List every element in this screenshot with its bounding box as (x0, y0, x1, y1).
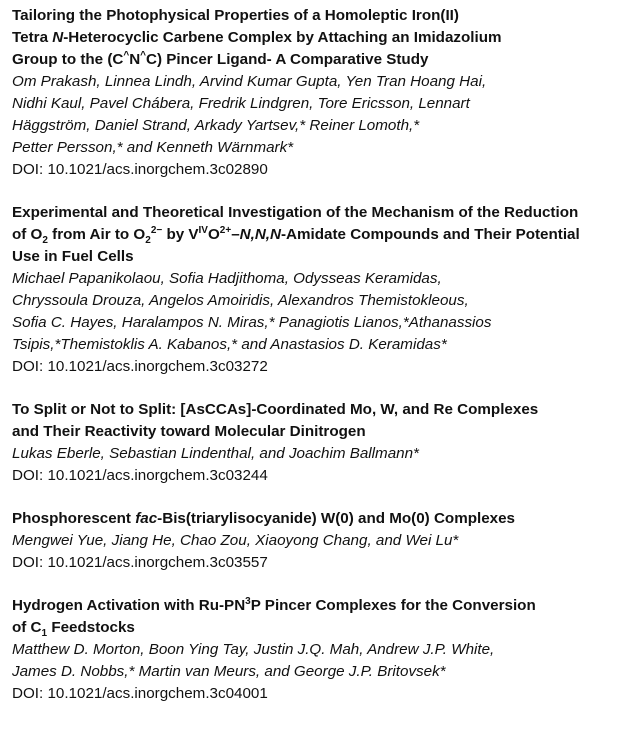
title-text: -Heterocyclic Carbene Complex by Attaching an Imidazolium (63, 29, 502, 46)
article-title-line (12, 595, 622, 617)
article-doi[interactable]: DOI: 10.1021/acs.inorgchem.3c03244 (12, 467, 268, 484)
article-doi[interactable]: DOI: 10.1021/acs.inorgchem.3c03272 (12, 358, 268, 375)
title-text: 3 (245, 595, 251, 607)
article-doi[interactable]: DOI: 10.1021/acs.inorgchem.3c02890 (12, 161, 268, 178)
article-authors-line: Nidhi Kaul, Pavel Chábera, Fredrik Lindgren, Tore Ericsson, Lennart (12, 95, 470, 112)
article-authors-line: Sofia C. Hayes, Haralampos N. Miras,* Panagiotis Lianos,*Athanassios (12, 314, 492, 331)
title-text: Hydrogen Activation with Ru-PN (12, 597, 246, 614)
article-authors-line: Michael Papanikolaou, Sofia Hadjithoma, Odysseas Keramidas, (12, 270, 442, 287)
title-text: N (129, 51, 141, 68)
article-authors-line: Om Prakash, Linnea Lindh, Arvind Kumar Gupta, Yen Tran Hoang Hai, (12, 73, 487, 90)
article-title-line (12, 508, 622, 530)
title-text: 2 (145, 235, 151, 247)
article-authors-line: Tsipis,*Themistoklis A. Kabanos,* and Anastasios D. Keramidas* (12, 336, 447, 353)
article-authors-line: Matthew D. Morton, Boon Ying Tay, Justin J.Q. Mah, Andrew J.P. White, (12, 641, 495, 658)
title-text: ^ (140, 49, 147, 61)
article-authors-line: Mengwei Yue, Jiang He, Chao Zou, Xiaoyong Chang, and Wei Lu* (12, 532, 459, 549)
article-title-line: Experimental and Theoretical Investigation of the Mechanism of the Reduction (12, 204, 579, 221)
title-text: -Bis(triarylisocyanide) W(0) and Mo(0) Complexes (157, 510, 515, 527)
title-text: C) Pincer Ligand- A Comparative Study (146, 51, 429, 68)
title-text: of O (12, 226, 43, 243)
title-text: – (231, 226, 240, 243)
article-doi[interactable]: DOI: 10.1021/acs.inorgchem.3c04001 (12, 685, 268, 702)
title-text: P Pincer Complexes for the Conversion (250, 597, 536, 614)
article-title-line (12, 49, 622, 71)
article-authors-line: Petter Persson,* and Kenneth Wärnmark* (12, 139, 294, 156)
article-authors-line: Chryssoula Drouza, Angelos Amoiridis, Alexandros Themistokleous, (12, 292, 469, 309)
article-title-line: Tailoring the Photophysical Properties of a Homoleptic Iron(II) (12, 7, 459, 24)
title-text: -Amidate Compounds and Their Potential (281, 226, 580, 243)
title-text: 2− (150, 224, 163, 236)
title-text: of C (12, 619, 42, 636)
title-text: by V (162, 226, 199, 243)
title-text: 2+ (219, 224, 232, 236)
title-text: O (207, 226, 220, 243)
article-title-line (12, 27, 622, 49)
title-text: Tetra (12, 29, 53, 46)
title-text: N,N,N (239, 226, 281, 243)
article-title-line (12, 617, 622, 639)
article-authors-line: Häggström, Daniel Strand, Arkady Yartsev,* Reiner Lomoth,* (12, 117, 420, 134)
title-text: 2 (42, 235, 48, 247)
title-text: fac (135, 510, 158, 527)
article-title-line: To Split or Not to Split: [AsCCAs]-Coordinated Mo, W, and Re Complexes (12, 401, 539, 418)
title-text: 1 (41, 628, 48, 640)
article-title-line: Use in Fuel Cells (12, 248, 134, 265)
title-text: ^ (123, 49, 130, 61)
article-title-line: and Their Reactivity toward Molecular Dinitrogen (12, 423, 366, 440)
article-entry-4 (12, 508, 622, 574)
article-entry-2 (12, 202, 622, 378)
article-entry-5 (12, 595, 622, 705)
title-text: Group to the (C (12, 51, 124, 68)
article-doi[interactable]: DOI: 10.1021/acs.inorgchem.3c03557 (12, 554, 268, 571)
article-authors-line: Lukas Eberle, Sebastian Lindenthal, and Joachim Ballmann* (12, 445, 419, 462)
title-text: from Air to O (47, 226, 146, 243)
article-entry-1 (12, 5, 622, 181)
article-title-line (12, 224, 622, 246)
title-text: Feedstocks (47, 619, 135, 636)
title-text: IV (198, 224, 208, 236)
article-entry-3 (12, 399, 622, 487)
article-authors-line: James D. Nobbs,* Martin van Meurs, and George J.P. Britovsek* (12, 663, 446, 680)
title-text: N (52, 29, 64, 46)
title-text: Phosphorescent (12, 510, 136, 527)
